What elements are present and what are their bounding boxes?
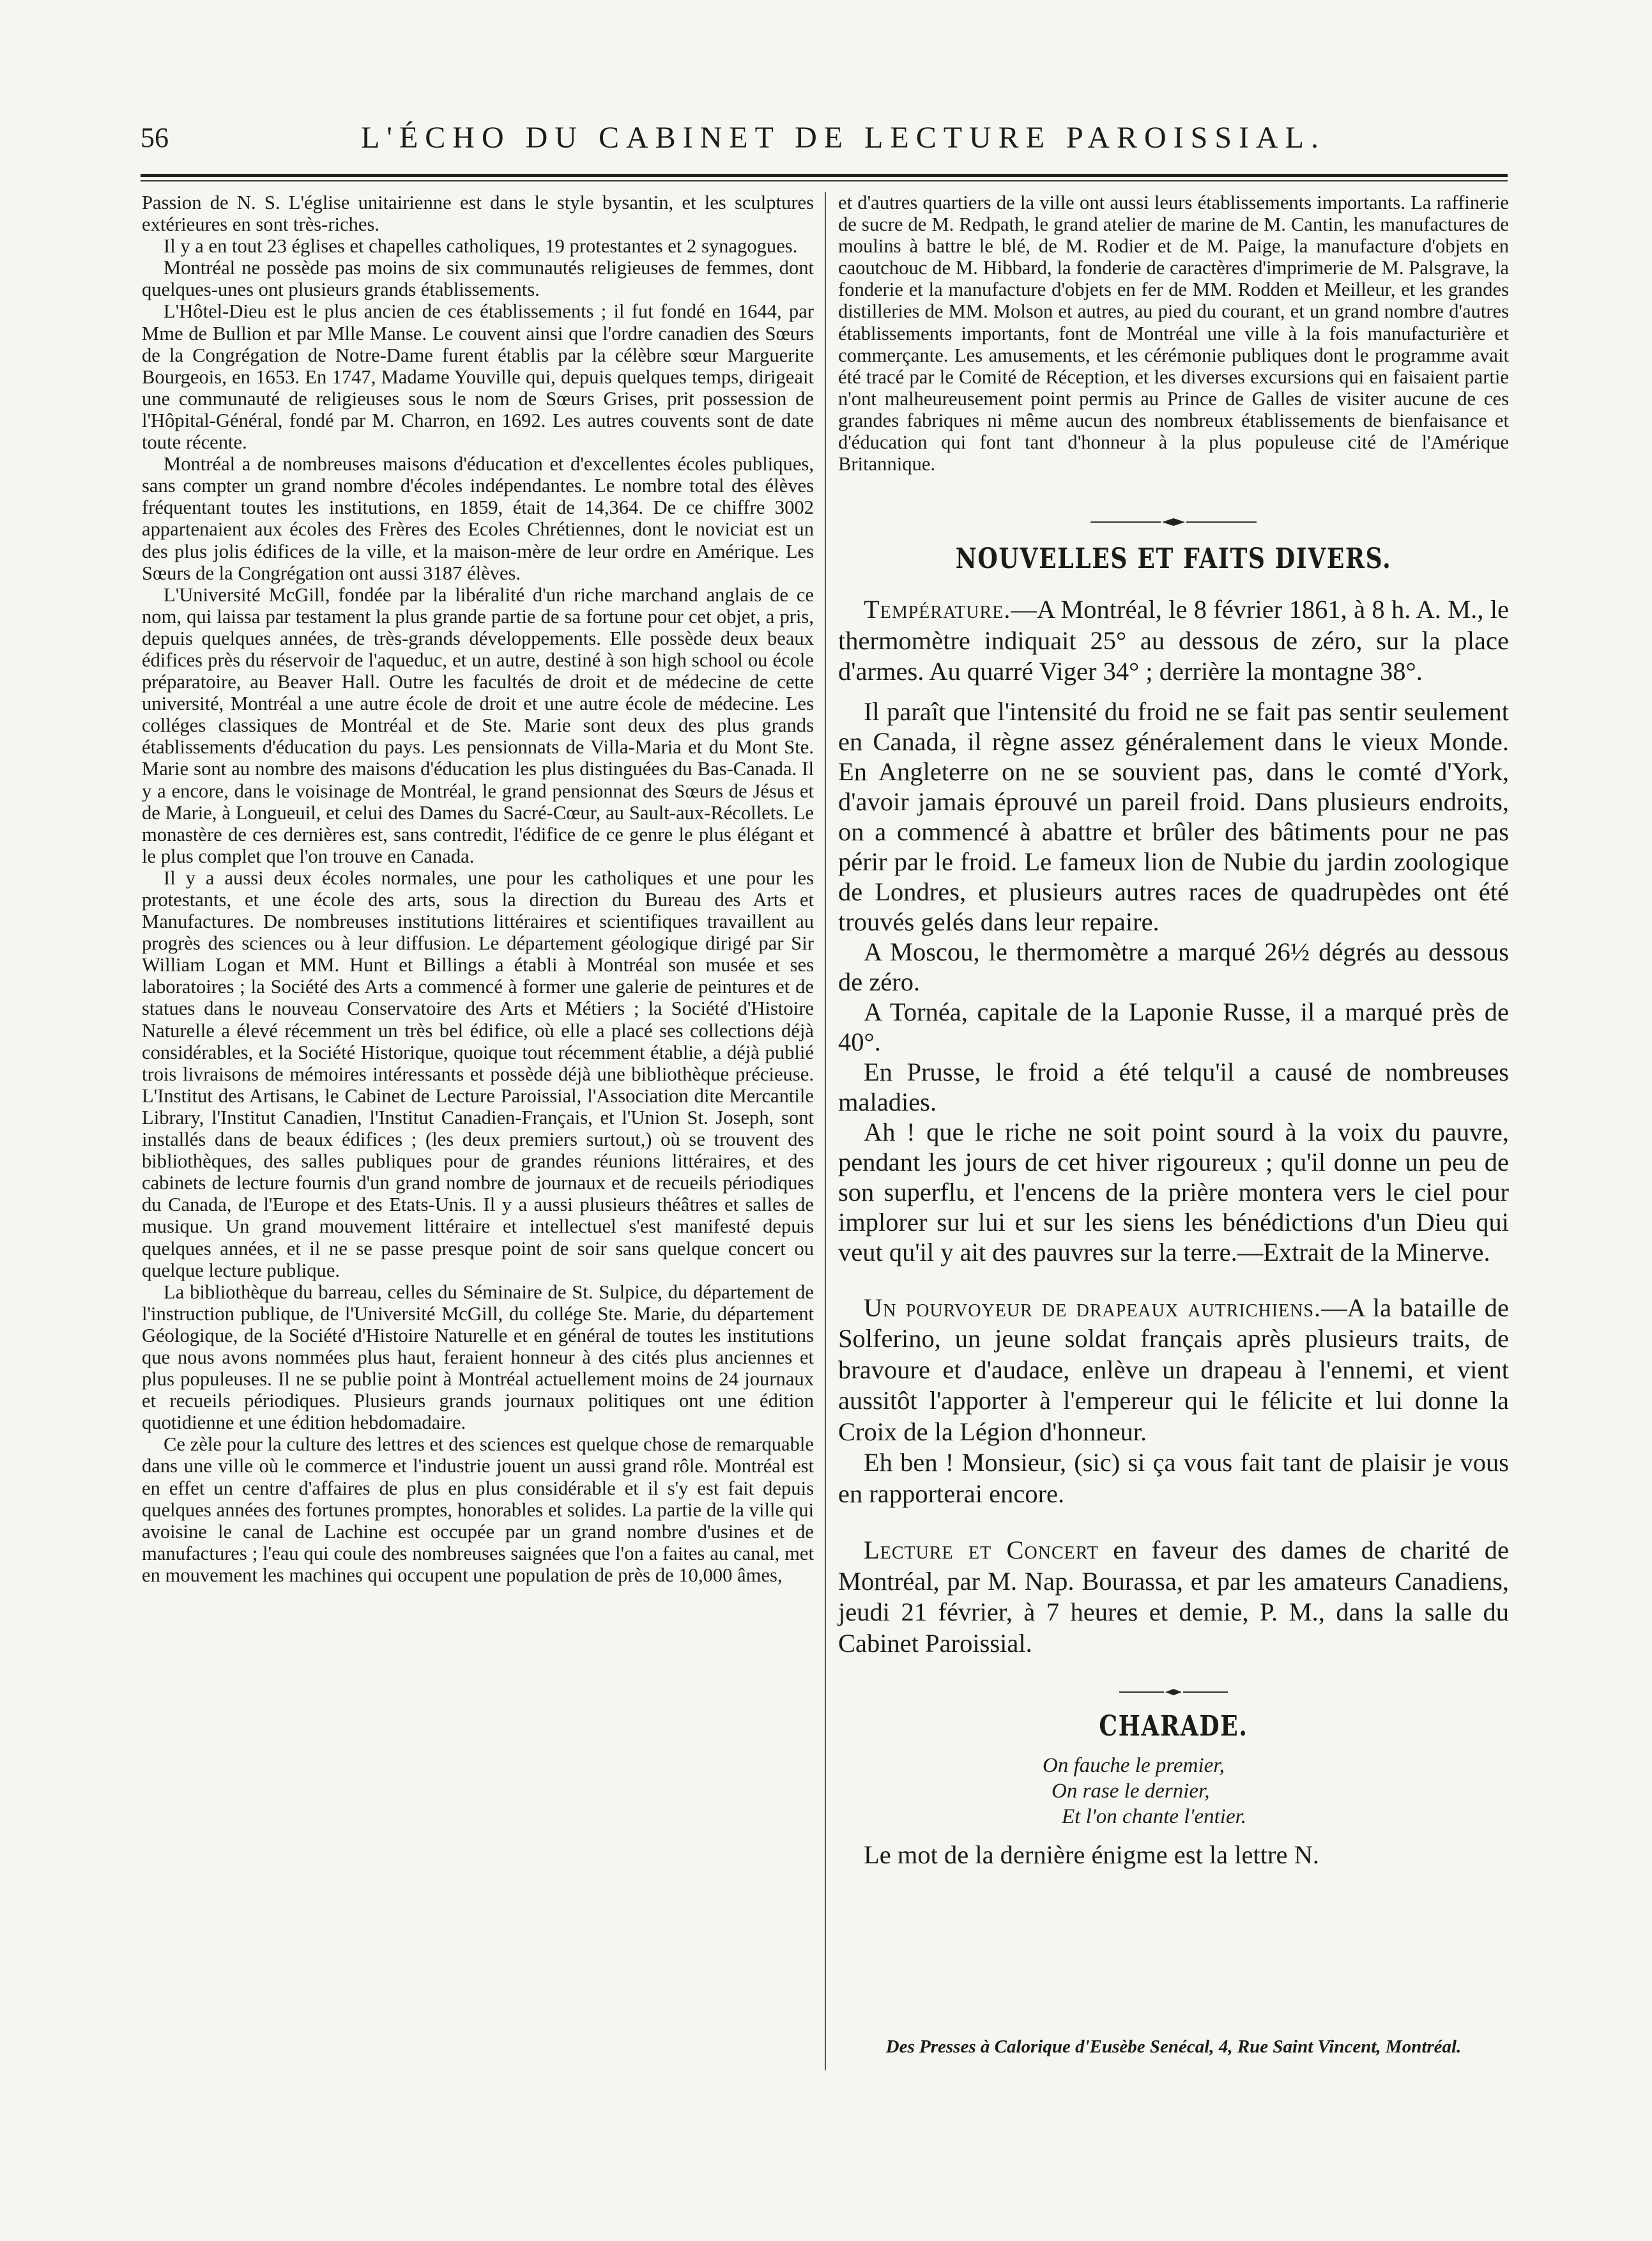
- charade-poem: [1043, 1753, 1509, 1829]
- header-rule-thick: [141, 174, 1508, 177]
- left-column: [142, 192, 814, 1586]
- paragraph: A Moscou, le thermomètre a marqué 26½ dégrés au dessous de zéro.: [838, 937, 1509, 996]
- paragraph: A Tornéa, capitale de la Laponie Russe, il a marqué près de 40°.: [838, 997, 1509, 1056]
- right-column: [838, 192, 1509, 1871]
- section-ornament: [1090, 516, 1257, 528]
- temperature-lead: Température.: [864, 595, 1011, 624]
- concert-text: en faveur des dames de charité de Montréal, par M. Nap. Bourassa, et par les amateurs Canadiens, jeudi 21 février, à 7 heures et demie, P. M., dans la salle du Cabinet Paroissial.: [838, 1536, 1509, 1658]
- poem-line: Et l'on chante l'entier.: [1062, 1805, 1247, 1829]
- paragraph: Il y a aussi deux écoles normales, une pour les catholiques et une pour les protestants, et une école des arts, sous la direction du Bureau des Arts et Manufactures. De nombreuses institutions littéraires et scientifiques travaillent au progrès des sciences ou à leur diffusion. Le département géologique dirigé par Sir William Logan et MM. Hunt et Billings a établi à Montréal son musée et ses laboratoires ; la Société des Arts a commencé à former une galerie de peintures et de statues dans le nouveau Conservatoire des Arts et Métiers ; la Société d'Histoire Naturelle a élevé récemment un très bel édifice, où elle a placé ses collections déjà considérables, et la Société Historique, quoique tout récemment établie, a déjà publié trois livraisons de mémoires intéressants et possède déjà une bibliothèque précieuse. L'Institut des Artisans, le Cabinet de Lecture Paroissial, l'Association dite Mercantile Library, l'Institut Canadien, l'Institut Canadien-Français, et l'Union St. Joseph, sont installés dans de beaux édifices ; (les deux premiers surtout,) où se trouvent des bibliothèques, des salles publiques pour de grandes réunions littéraires, et des cabinets de lecture fournis d'un grand nombre de journaux et de recueils périodiques du Canada, de l'Europe et des Etats-Unis. Il y a aussi plusieurs théâtres et salles de musique. Un grand mouvement littéraire et intellectuel s'est manifesté depuis quelques années, et il ne se passe presque point de soir sans quelque concert ou quelque lecture publique.: [142, 866, 814, 1281]
- paragraph: Ah ! que le riche ne soit point sourd à la voix du pauvre, pendant les jours de cet hiver rigoureux ; qu'il donne un peu de son superflu, et l'encens de la prière montera vers le ciel pour implorer sur lui et sur les siens les bénédictions d'un Dieu qui veut qu'il y ait des pauvres sur la terre.—Extrait de la Minerve.: [838, 1117, 1509, 1267]
- column-divider: [825, 192, 826, 2070]
- paragraph: Ce zèle pour la culture des lettres et des sciences est quelque chose de remarquable dans une ville où le commerce et l'industrie jouent un aussi grand rôle. Montréal est en effet un centre d'affaires de plus en plus considérable et il s'y est fait depuis quelques années des fortunes promptes, honorables et solides. La partie de la ville qui avoisine le canal de Lachine est occupée par un grand nombre d'usines et de manufactures ; l'eau qui coule des nombreuses saignées que l'on a faites au canal, met en mouvement les machines qui occupent une population de près de 10,000 âmes,: [142, 1433, 814, 1586]
- concert-item: [838, 1535, 1509, 1659]
- charade-title: CHARADE.: [1099, 1710, 1248, 1743]
- flag-item: [838, 1293, 1509, 1448]
- printer-imprint: Des Presses à Calorique d'Eusèbe Senécal, 4, Rue Saint Vincent, Montréal.: [885, 2037, 1462, 2057]
- paragraph: Montréal ne possède pas moins de six communautés religieuses de femmes, dont quelques-unes ont plusieurs grands établissements.: [142, 257, 814, 301]
- flag-reply: Eh ben ! Monsieur, (sic) si ça vous fait tant de plaisir je vous en rapporterai encore.: [838, 1448, 1509, 1508]
- charade-ornament: [1119, 1686, 1228, 1698]
- flag-lead: Un pourvoyeur de drapeaux autrichiens.: [864, 1293, 1322, 1322]
- page-header: [141, 121, 1508, 166]
- paragraph: L'Université McGill, fondée par la libéralité d'un riche marchand anglais de ce nom, qui laissa par testament la plus grande partie de sa fortune pour cet objet, a pris, depuis quelques années, de très-grands développements. Elle possède deux beaux édifices près du réservoir de l'aqueduc, et un autre, destiné à son high school ou école préparatoire, au Beaver Hall. Outre les facultés de droit et de médecine de cette université, Montréal a une autre école de droit et une autre école de médecine. Les colléges classiques de Montréal et de Ste. Marie sont deux des plus grands établissements d'éducation du pays. Les pensionnats de Villa-Maria et du Mont Ste. Marie sont au nombre des maisons d'éducation les plus distinguées du Bas-Canada. Il y a encore, dans le voisinage de Montréal, le grand pensionnat des Sœurs de Jésus et de Marie, à Longueuil, et celui des Dames du Sacré-Cœur, au Sault-aux-Récollets. Le monastère de ces dernières est, sans contredit, l'édifice de ce genre le plus élégant et le plus complet que l'on trouve en Canada.: [142, 583, 814, 867]
- paragraph: Passion de N. S. L'église unitairienne est dans le style bysantin, et les sculptures extérieures en sont très-riches.: [142, 192, 814, 236]
- paragraph: Il paraît que l'intensité du froid ne se fait pas sentir seulement en Canada, il règne assez généralement dans le vieux Monde. En Angleterre on ne se souvient pas, dans le comté d'York, d'avoir jamais éprouvé un pareil froid. Dans plusieurs endroits, on a commencé à abattre et brûler des bâtiments pour ne pas périr par le froid. Le fameux lion de Nubie du jardin zoologique de Londres, et plusieurs autres races de quadrupèdes ont été trouvés gelés dans leur repaire.: [838, 697, 1509, 936]
- header-rule-thin: [141, 180, 1508, 181]
- concert-lead: Lecture et Concert: [864, 1536, 1099, 1565]
- temperature-text: —A Montréal, le 8 février 1861, à 8 h. A. M., le thermomètre indiquait 25° au dessous de zéro, sur la place d'armes. Au quarré Viger 34° ; derrière la montagne 38°.: [838, 595, 1509, 686]
- paragraph: Il y a en tout 23 églises et chapelles catholiques, 19 protestantes et 2 synagogues.: [164, 235, 798, 258]
- paragraph: En Prusse, le froid a été telqu'il a causé de nombreuses maladies.: [838, 1057, 1509, 1116]
- paragraph: Montréal a de nombreuses maisons d'éducation et d'excellentes écoles publiques, sans compter un grand nombre d'écoles indépendantes. Le nombre total des élèves fréquentant toutes les institutions, en 1859, était de 14,364. De ce chiffre 3002 appartenaient aux écoles des Frères des Ecoles Chrétiennes, dont le noviciat est un des plus jolis édifices de la ville, et la maison-mère de leur ordre en Amérique. Les Sœurs de la Congrégation ont aussi 3187 élèves.: [142, 453, 814, 584]
- flag-text: —A la bataille de Solferino, un jeune soldat français après plusieurs traits, de bravoure et d'audace, enlève un drapeau à l'ennemi, et vient aussitôt l'apporter à l'empereur qui le félicite et lui donne la Croix de la Légion d'honneur.: [838, 1293, 1509, 1446]
- paragraph: L'Hôtel-Dieu est le plus ancien de ces établissements ; il fut fondé en 1644, par Mme de Bullion et par Mlle Manse. Le couvent ainsi que l'ordre canadien des Sœurs de la Congrégation de Notre-Dame furent établis par la célèbre sœur Marguerite Bourgeois, en 1653. En 1747, Madame Youville qui, depuis quelques temps, dirigeait une communauté de religieuses sous le nom de Sœurs Grises, prit possession de l'Hôpital-Général, fondé par M. Charron, en 1692. Les autres couvents sont de date toute récente.: [142, 300, 814, 454]
- riddle-answer: Le mot de la dernière énigme est la lettre N.: [864, 1840, 1319, 1870]
- temperature-item: [838, 594, 1509, 688]
- poem-line: On fauche le premier,: [1043, 1754, 1225, 1778]
- paragraph: La bibliothèque du barreau, celles du Séminaire de St. Sulpice, du département de l'instruction publique, de l'Université McGill, du collége Ste. Marie, du département Géologique, de la Société d'Histoire Naturelle et en général de toutes les institutions que nous avons nommées plus haut, feraient honneur à des cités plus anciennes et plus populeuses. Il ne se publie point à Montréal actuellement moins de 24 journaux et recueils périodiques. Plusieurs grands journaux politiques ont une édition quotidienne et une édition hebdomadaire.: [142, 1281, 814, 1434]
- news-section-title: NOUVELLES ET FAITS DIVERS.: [955, 543, 1392, 576]
- continuation-paragraph: et d'autres quartiers de la ville ont aussi leurs établissements importants. La raffinerie de sucre de M. Redpath, le grand atelier de marine de M. Cantin, les manufactures de moulins à battre le blé, de M. Rodier et de M. Paige, la manufacture d'objets en caoutchouc de M. Hibbard, la fonderie de caractères d'imprimerie de M. Palsgrave, la fonderie et la manufacture d'objets en fer de MM. Rodden et Meilleur, et les grandes distilleries de MM. Molson et autres, au pied du courant, et un grand nombre d'autres établissements importants, font de Montréal une ville à la fois manufacturière et commerçante. Les amusements, et les cérémonie publiques dont le programme avait été tracé par le Comité de Réception, et les diverses excursions qui en faisaient partie n'ont malheureusement point permis au Prince de Galles de visiter aucune de ces grandes fabriques ni même aucun des nombreux établissements de bienfaisance et d'éducation qui font tant d'honneur à la plus populeuse cité de l'Amérique Britannique.: [838, 192, 1509, 475]
- poem-line: On rase le dernier,: [1052, 1780, 1210, 1803]
- running-title: L'ÉCHO DU CABINET DE LECTURE PAROISSIAL.: [360, 121, 1326, 155]
- page-number: 56: [141, 122, 169, 153]
